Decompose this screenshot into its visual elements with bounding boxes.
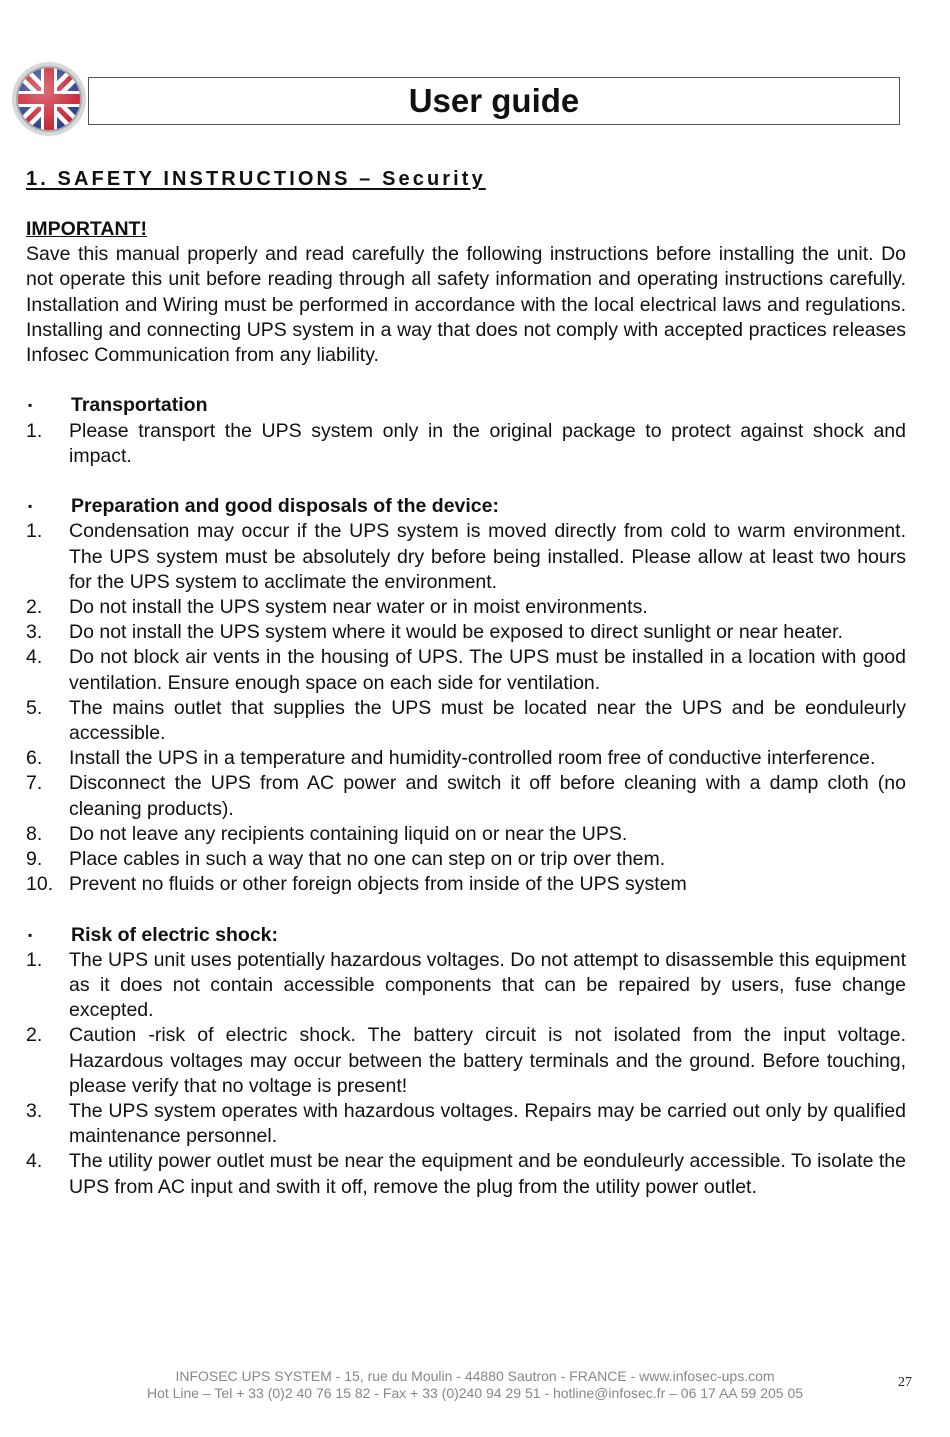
list-item bbox=[26, 519, 906, 595]
list-item-number: 4. bbox=[26, 646, 43, 669]
list-item bbox=[26, 948, 906, 1024]
list-item bbox=[26, 822, 906, 847]
group-heading bbox=[26, 393, 906, 418]
important-label: IMPORTANT! bbox=[26, 218, 147, 240]
uk-flag-icon bbox=[10, 60, 88, 138]
list-item bbox=[26, 872, 906, 897]
list-item-text: Condensation may occur if the UPS system is moved directly from cold to warm environment. The UPS system must be absolutely dry before being installed. Please allow at least two hours for the UPS system to acclimate the environment. bbox=[69, 520, 906, 593]
list-item-number: 1. bbox=[26, 520, 43, 543]
list-item bbox=[26, 1149, 906, 1199]
list-item-number: 3. bbox=[26, 621, 43, 644]
list-item-text: Place cables in such a way that no one can step on or trip over them. bbox=[69, 848, 666, 871]
list-item-number: 5. bbox=[26, 696, 43, 719]
list-item-text: The utility power outlet must be near the equipment and be eonduleurly accessible. To isolate the UPS from AC input and swith it off, remove the plug from the utility power outlet. bbox=[69, 1150, 906, 1198]
list-item bbox=[26, 620, 906, 645]
intro-paragraph: Save this manual properly and read carefully the following instructions before installing the unit. Do not operate this unit before reading through all safety information and operating instructions carefully. Installation and Wiring must be performed in accordance with the local electrical laws and regulations. Installing and connecting UPS system in a way that does not comply with accepted practices releases Infosec Communication from any liability. bbox=[26, 243, 906, 367]
list-item-number: 9. bbox=[26, 848, 43, 871]
footer bbox=[60, 1368, 890, 1402]
list-item-text: The UPS system operates with hazardous voltages. Repairs may be carried out only by qualified maintenance personnel. bbox=[69, 1100, 906, 1148]
group-title: Preparation and good disposals of the device: bbox=[71, 495, 499, 518]
list-item-number: 8. bbox=[26, 822, 43, 845]
square-bullet-icon: ▪ bbox=[28, 927, 33, 942]
list-item-text: Please transport the UPS system only in the original package to protect against shock and impact. bbox=[69, 419, 906, 467]
group-title: Risk of electric shock: bbox=[71, 923, 278, 946]
page-title: User guide bbox=[408, 82, 580, 119]
list-item-number: 2. bbox=[26, 1024, 43, 1047]
spacer bbox=[26, 368, 906, 393]
footer-contact: Hot Line – Tel + 33 (0)2 40 76 15 82 - Fax + 33 (0)240 94 29 51 - hotline@infosec.fr – 06 17 AA 59 205 05 bbox=[146, 1385, 804, 1401]
list-item-number: 1. bbox=[26, 948, 43, 971]
list-item-text: Prevent no fluids or other foreign objects from inside of the UPS system bbox=[69, 873, 687, 896]
list-item-text: The UPS unit uses potentially hazardous voltages. Do not attempt to disassemble this equipment as it does not contain accessible components that can be repaired by users, fuse change excepted. bbox=[69, 948, 906, 1022]
list-item-text: Do not install the UPS system where it would be exposed to direct sunlight or near heater. bbox=[69, 621, 843, 644]
document-body bbox=[26, 217, 906, 1200]
list-item bbox=[26, 645, 906, 695]
list-item-number: 1. bbox=[26, 419, 43, 442]
list-item-text: Install the UPS in a temperature and humidity-controlled room free of conductive interference. bbox=[69, 747, 876, 770]
group-heading bbox=[26, 494, 906, 519]
list-item-number: 10. bbox=[26, 873, 54, 896]
list-item bbox=[26, 1099, 906, 1149]
list-item-number: 4. bbox=[26, 1150, 43, 1173]
list-item-text: Do not block air vents in the housing of UPS. The UPS must be installed in a location with good ventilation. Ensure enough space on each side for ventilation. bbox=[69, 646, 906, 694]
list-item-number: 3. bbox=[26, 1100, 43, 1123]
list-item bbox=[26, 746, 906, 771]
spacer bbox=[26, 469, 906, 494]
square-bullet-icon: ▪ bbox=[28, 398, 33, 413]
group-heading bbox=[26, 923, 906, 948]
list-item-number: 2. bbox=[26, 596, 43, 619]
page-number: 27 bbox=[898, 1375, 912, 1390]
list-item-text: Do not leave any recipients containing liquid on or near the UPS. bbox=[69, 822, 628, 845]
section-heading: 1. SAFETY INSTRUCTIONS – Security bbox=[26, 168, 486, 190]
spacer bbox=[26, 897, 906, 922]
list-item-number: 6. bbox=[26, 747, 43, 770]
list-item-text: Caution -risk of electric shock. The battery circuit is not isolated from the input voltage. Hazardous voltages may occur between the battery terminals and the ground. Before touching, please verify that no voltage is present! bbox=[69, 1024, 906, 1097]
group-title: Transportation bbox=[71, 394, 208, 417]
list-item-number: 7. bbox=[26, 772, 43, 795]
instruction-groups bbox=[26, 368, 906, 1200]
list-item bbox=[26, 419, 906, 469]
list-item bbox=[26, 847, 906, 872]
list-item-text: The mains outlet that supplies the UPS must be located near the UPS and be eonduleurly accessible. bbox=[69, 696, 906, 745]
list-item-text: Disconnect the UPS from AC power and switch it off before cleaning with a damp cloth (no cleaning products). bbox=[69, 772, 906, 820]
footer-address: INFOSEC UPS SYSTEM - 15, rue du Moulin - 44880 Sautron - FRANCE - www.infosec-ups.com bbox=[175, 1368, 775, 1384]
list-item bbox=[26, 771, 906, 821]
list-item-text: Do not install the UPS system near water or in moist environments. bbox=[69, 596, 648, 619]
square-bullet-icon: ▪ bbox=[28, 499, 33, 514]
list-item bbox=[26, 595, 906, 620]
title-box bbox=[88, 77, 900, 125]
list-item bbox=[26, 696, 906, 746]
list-item bbox=[26, 1023, 906, 1099]
